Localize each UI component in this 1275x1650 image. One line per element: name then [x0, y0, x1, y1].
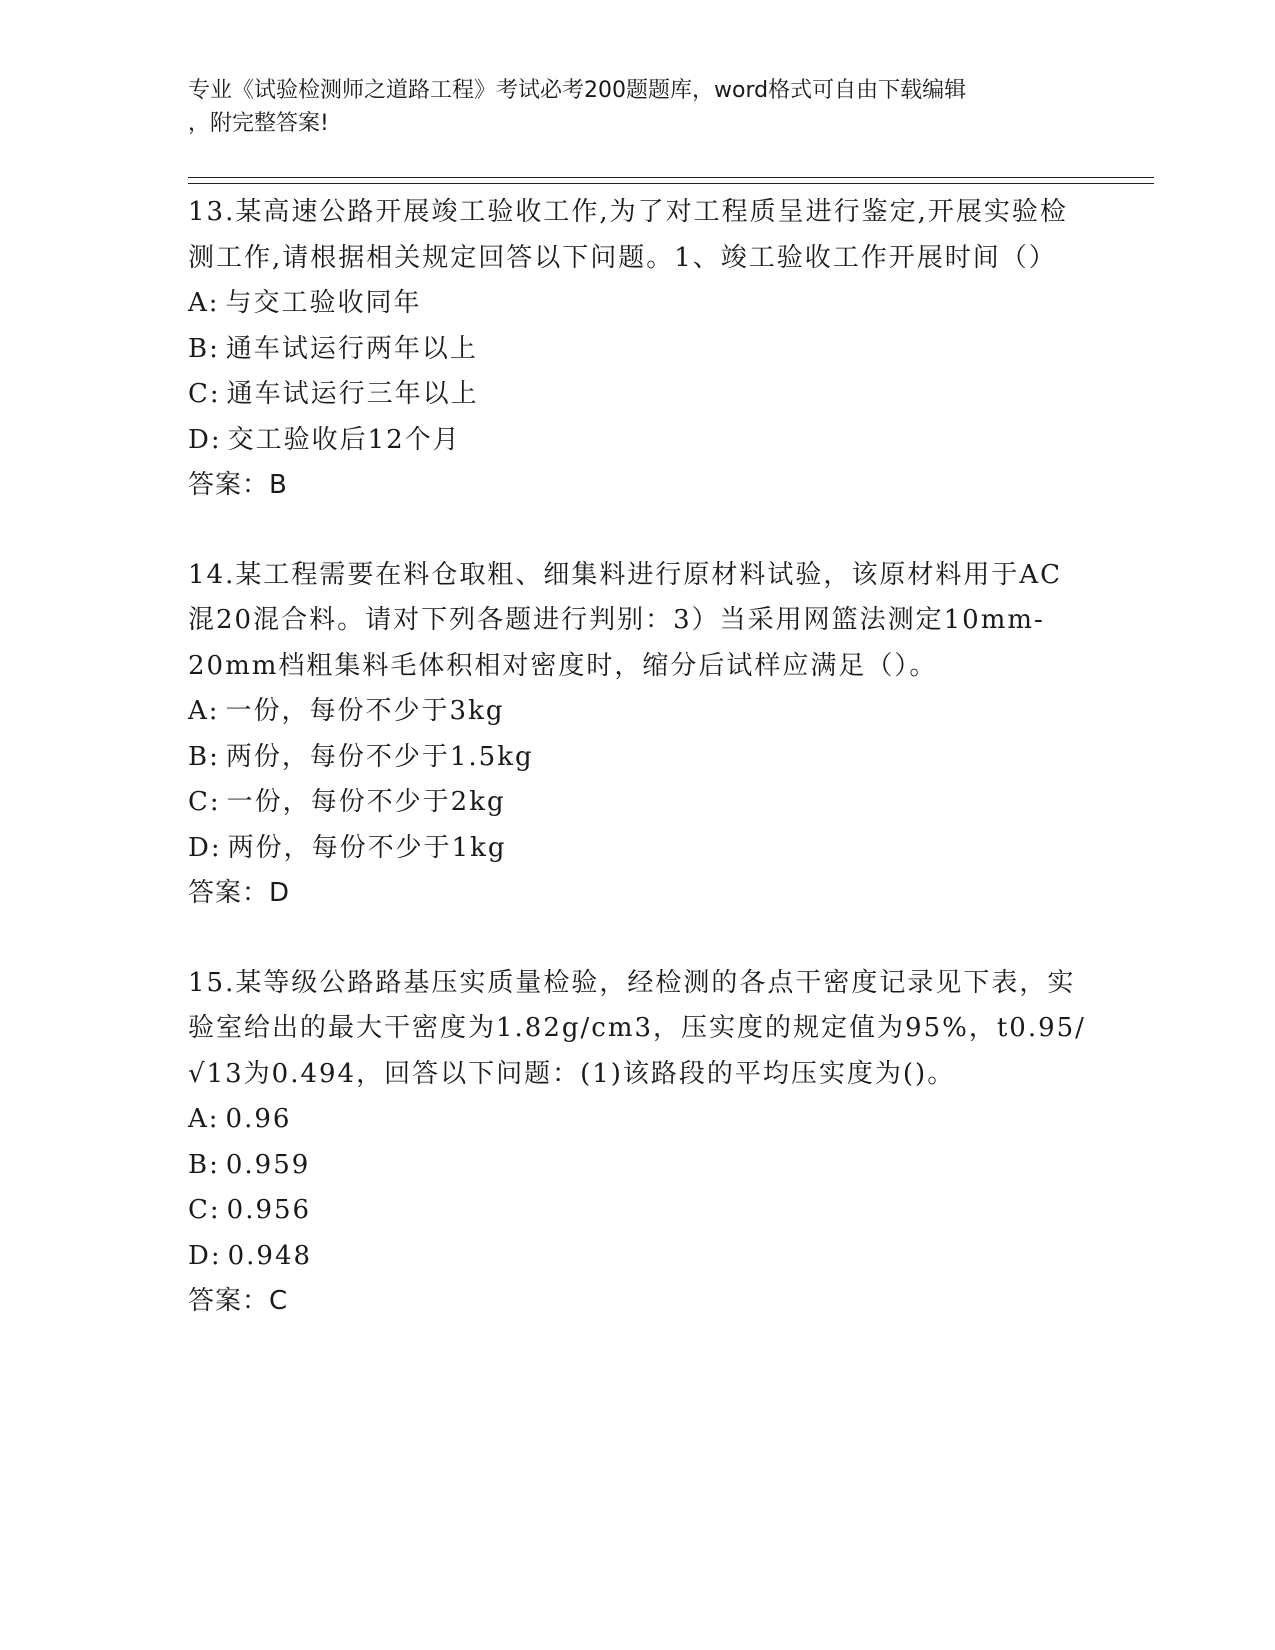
header-line-1: 专业《试验检测师之道路工程》考试必考200题题库，word格式可自由下载编辑	[188, 78, 967, 103]
question-text: 15.某等级公路路基压实质量检验，经检测的各点干密度记录见下表，实验室给出的最大干密度为1.82g/cm3，压实度的规定值为95%，t0.95/√13为0.494，回答以下问题：(1)该路段的平均压实度为()。	[188, 967, 1086, 1089]
option-a	[188, 689, 1088, 735]
option-key: C:	[188, 787, 221, 817]
option-text: 通车试运行三年以上	[226, 379, 479, 409]
answer-label: 答案：C	[188, 1286, 289, 1316]
option-key: B:	[188, 333, 220, 364]
option-a	[188, 1097, 1088, 1143]
option-text: 两份，每份不少于1.5kg	[225, 741, 534, 772]
question-15	[188, 961, 1088, 1325]
header-divider-top	[188, 177, 1154, 178]
option-key: A:	[188, 696, 220, 726]
option-text: 两份，每份不少于1kg	[227, 832, 507, 863]
option-c	[188, 372, 1088, 418]
question-14	[188, 553, 1088, 917]
option-b	[188, 327, 1088, 373]
answer-label: 答案：D	[188, 878, 291, 908]
option-key: C:	[188, 379, 221, 409]
question-list	[188, 190, 1088, 1369]
option-text: 0.948	[227, 1240, 313, 1271]
option-text: 交工验收后12个月	[227, 424, 461, 455]
option-key: B:	[188, 741, 220, 772]
option-text: 0.959	[225, 1149, 311, 1180]
option-b	[188, 1143, 1088, 1189]
question-text: 13.某高速公路开展竣工验收工作,为了对工程质呈进行鉴定,开展实验检测工作,请根据相关规定回答以下问题。1、竣工验收工作开展时间（）	[188, 197, 1068, 273]
option-c	[188, 1188, 1088, 1234]
option-text: 通车试运行两年以上	[225, 333, 478, 364]
option-d	[188, 1234, 1088, 1280]
document-header	[188, 74, 1088, 140]
option-d	[188, 418, 1088, 464]
option-key: D:	[188, 1240, 222, 1271]
option-text: 一份，每份不少于2kg	[226, 787, 506, 817]
option-text: 0.96	[225, 1104, 292, 1134]
question-text: 14.某工程需要在料仓取粗、细集料进行原材料试验，该原材料用于AC混20混合料。请对下列各题进行判别：3）当采用网篮法测定10mm-20mm档粗集料毛体积相对密度时，缩分后试样应满足（）。	[188, 559, 1063, 681]
option-key: D:	[188, 832, 222, 863]
question-13	[188, 190, 1088, 509]
option-key: A:	[188, 1104, 220, 1134]
option-key: B:	[188, 1149, 220, 1180]
header-divider-bottom	[188, 183, 1154, 184]
option-key: D:	[188, 424, 222, 455]
option-b	[188, 735, 1088, 781]
option-key: C:	[188, 1195, 221, 1225]
option-d	[188, 826, 1088, 872]
option-a	[188, 281, 1088, 327]
option-text: 0.956	[226, 1195, 312, 1225]
header-line-2: ，附完整答案!	[188, 111, 329, 136]
option-c	[188, 780, 1088, 826]
option-key: A:	[188, 288, 220, 318]
option-text: 与交工验收同年	[225, 288, 422, 318]
answer-label: 答案：B	[188, 470, 288, 500]
option-text: 一份，每份不少于3kg	[225, 696, 505, 726]
